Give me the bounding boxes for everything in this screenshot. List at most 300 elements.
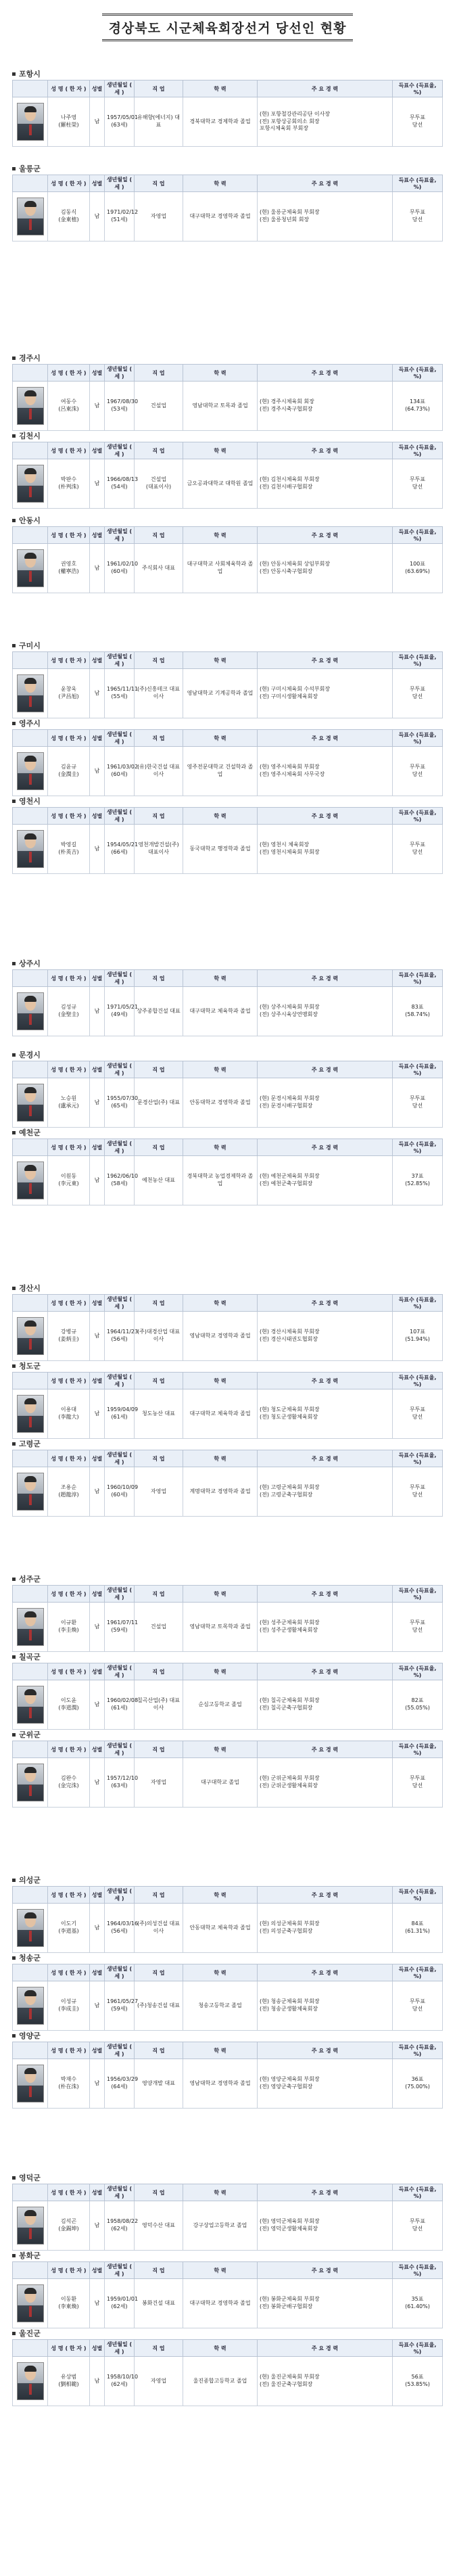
header-career: 주 요 경 력 <box>258 365 393 382</box>
header-votes: 득표수 (득표율, %) <box>393 2184 443 2201</box>
header-name: 성 명 ( 한 자 ) <box>48 2340 90 2357</box>
header-birth: 생년월일 ( 세 ) <box>105 527 135 544</box>
header-birth: 생년월일 ( 세 ) <box>105 175 135 192</box>
header-votes: 득표수 (득표율, %) <box>393 1450 443 1467</box>
header-gender: 성별 <box>90 1741 105 1758</box>
vote-count: 무투표 <box>409 842 426 848</box>
header-votes: 득표수 (득표율, %) <box>393 2340 443 2357</box>
candidate-photo <box>17 674 44 712</box>
header-gender: 성별 <box>90 2184 105 2201</box>
photo-tie <box>29 409 32 419</box>
header-edu: 학 력 <box>183 1061 258 1078</box>
header-job: 직 업 <box>135 1964 183 1981</box>
photo-hair <box>24 1912 37 1918</box>
candidate-photo <box>17 1764 44 1801</box>
birth-date: 1954/05/21 <box>107 842 139 848</box>
header-votes: 득표수 (득표율, %) <box>393 1139 443 1156</box>
header-votes: 득표수 (득표율, %) <box>393 527 443 544</box>
region-section <box>12 2029 443 2109</box>
header-birth: 생년월일 ( 세 ) <box>105 970 135 987</box>
career-cell: (현) 군위군체육회 부회장 (전) 군위군생활체육회장 <box>258 1758 393 1808</box>
vote-count: 무투표 <box>409 686 426 693</box>
vote-result: (75.00%) <box>405 2084 430 2090</box>
name-cell <box>48 1078 90 1128</box>
candidate-hanja: (金潤圭) <box>58 771 79 777</box>
table-header-row <box>13 1139 443 1156</box>
header-votes: 득표수 (득표율, %) <box>393 1964 443 1981</box>
header-photo <box>13 808 48 825</box>
photo-cell <box>13 97 48 147</box>
photo-hair <box>24 2068 37 2074</box>
page-title-text: 경상북도 시군체육회장선거 당선인 현황 <box>102 14 354 41</box>
table-header-row <box>13 730 443 747</box>
header-name: 성 명 ( 한 자 ) <box>48 970 90 987</box>
photo-hair <box>24 1767 37 1773</box>
career-cell: (현) 영양군체육회 부회장 (전) 영양군축구협회장 <box>258 2059 393 2109</box>
birth-date: 1956/03/29 <box>107 2076 139 2083</box>
header-edu: 학 력 <box>183 2184 258 2201</box>
birth-date: 1960/02/08 <box>107 1697 139 1704</box>
education-cell: 영남대학교 경영학과 졸업 <box>183 2059 258 2109</box>
header-name: 성 명 ( 한 자 ) <box>48 1061 90 1078</box>
header-birth: 생년월일 ( 세 ) <box>105 1450 135 1467</box>
table-row <box>13 1904 443 1953</box>
job-cell: 주식회사 대표 <box>135 544 183 593</box>
region-name: 고령군 <box>19 1440 41 1448</box>
candidate-photo <box>17 1317 44 1355</box>
photo-cell <box>13 1603 48 1652</box>
header-gender: 성별 <box>90 1139 105 1156</box>
region-name: 울릉군 <box>19 164 41 173</box>
header-gender: 성별 <box>90 808 105 825</box>
table-row <box>13 1758 443 1808</box>
education-cell: 경북대학교 경제학과 졸업 <box>183 97 258 147</box>
education-cell: 영남대학교 기계공학과 졸업 <box>183 669 258 718</box>
candidate-hanja: (金完洙) <box>58 1782 79 1789</box>
bullet-icon <box>12 519 16 522</box>
region-section <box>12 1049 443 1128</box>
votes-cell <box>393 1758 443 1808</box>
photo-cell <box>13 1467 48 1517</box>
birth-date: 1965/11/11 <box>107 686 139 693</box>
vote-result: 당선 <box>412 771 423 777</box>
photo-cell <box>13 1904 48 1953</box>
header-career: 주 요 경 력 <box>258 808 393 825</box>
age: (53세) <box>111 406 128 412</box>
header-gender: 성별 <box>90 2340 105 2357</box>
region-name: 청도군 <box>19 1362 41 1371</box>
gender-cell: 남 <box>90 825 105 874</box>
votes-cell <box>393 1904 443 1953</box>
education-cell: 대구대학교 사회체육학과 졸업 <box>183 544 258 593</box>
photo-tie <box>29 1494 32 1505</box>
vote-count: 82표 <box>411 1697 424 1704</box>
header-name: 성 명 ( 한 자 ) <box>48 2042 90 2059</box>
birth-cell <box>105 747 139 796</box>
gender-cell: 남 <box>90 987 105 1036</box>
header-name: 성 명 ( 한 자 ) <box>48 1373 90 1389</box>
table-header-row <box>13 1295 443 1312</box>
vote-result: (63.69%) <box>405 568 430 574</box>
header-career: 주 요 경 력 <box>258 1663 393 1680</box>
photo-hair <box>24 1990 37 1996</box>
age: (62세) <box>111 2303 128 2309</box>
name-cell <box>48 1467 90 1517</box>
birth-date: 1961/02/10 <box>107 561 139 568</box>
job-cell: 칠곡산업(주) 대표이사 <box>135 1680 183 1730</box>
votes-cell <box>393 1312 443 1361</box>
birth-date: 1959/01/01 <box>107 2296 139 2303</box>
candidate-table <box>12 1964 443 2031</box>
vote-count: 107표 <box>410 1329 425 1335</box>
photo-hair <box>24 1476 37 1482</box>
header-votes: 득표수 (득표율, %) <box>393 442 443 459</box>
candidate-photo <box>17 549 44 587</box>
career-cell: (현) 영천시 체육회장 (전) 영천시체육회 부회장 <box>258 825 393 874</box>
table-header-row <box>13 1061 443 1078</box>
table-header-row <box>13 1887 443 1904</box>
vote-count: 무투표 <box>409 1998 426 2005</box>
table-row <box>13 544 443 593</box>
header-photo <box>13 970 48 987</box>
header-edu: 학 력 <box>183 1139 258 1156</box>
candidate-hanja: (尹昌旭) <box>58 693 79 699</box>
photo-cell <box>13 2357 48 2406</box>
photo-tie <box>29 1931 32 1941</box>
vote-count: 100표 <box>410 561 425 568</box>
votes-cell <box>393 2357 443 2406</box>
job-cell: 봉화건설 대표 <box>135 2279 183 2328</box>
header-votes: 득표수 (득표율, %) <box>393 1373 443 1389</box>
region-section <box>12 1952 443 2031</box>
education-cell: 울진종합고등학교 졸업 <box>183 2357 258 2406</box>
birth-cell <box>105 2357 139 2406</box>
header-job: 직 업 <box>135 2340 183 2357</box>
header-job: 직 업 <box>135 1741 183 1758</box>
bullet-icon <box>12 1364 16 1368</box>
header-votes: 득표수 (득표율, %) <box>393 80 443 97</box>
header-birth: 생년월일 ( 세 ) <box>105 1741 135 1758</box>
photo-hair <box>24 1689 37 1695</box>
votes-cell <box>393 97 443 147</box>
vote-result: 당선 <box>412 122 423 128</box>
header-votes: 득표수 (득표율, %) <box>393 808 443 825</box>
candidate-name: 이도기 <box>60 1920 77 1927</box>
table-row <box>13 382 443 431</box>
education-cell: 영남대학교 토목과 졸업 <box>183 382 258 431</box>
header-job: 직 업 <box>135 1450 183 1467</box>
region-heading <box>12 514 443 526</box>
header-name: 성 명 ( 한 자 ) <box>48 730 90 747</box>
header-gender: 성별 <box>90 1295 105 1312</box>
age: (59세) <box>111 1627 128 1633</box>
table-row <box>13 1156 443 1205</box>
header-job: 직 업 <box>135 730 183 747</box>
table-row <box>13 1603 443 1652</box>
job-cell: 청도농산 대표 <box>135 1389 183 1439</box>
photo-tie <box>29 852 32 862</box>
candidate-name: 이용대 <box>60 1406 77 1413</box>
photo-tie <box>29 219 32 230</box>
header-photo <box>13 80 48 97</box>
candidate-name: 조용순 <box>60 1484 77 1491</box>
career-cell: (현) 청송군체육회 부회장 (전) 청송군생활체육회장 <box>258 1981 393 2031</box>
votes-cell <box>393 2059 443 2109</box>
header-edu: 학 력 <box>183 970 258 987</box>
photo-tie <box>29 1630 32 1640</box>
education-cell: 동국대학교 행정학과 졸업 <box>183 825 258 874</box>
region-section <box>12 514 443 593</box>
header-job: 직 업 <box>135 1586 183 1603</box>
bullet-icon <box>12 644 16 647</box>
header-photo <box>13 1139 48 1156</box>
birth-cell <box>105 1603 139 1652</box>
birth-date: 1961/05/27 <box>107 1998 139 2005</box>
career-cell: (현) 청도군체육회 부회장 (전) 청도군생활체육회장 <box>258 1389 393 1439</box>
age: (63세) <box>111 1782 128 1789</box>
header-gender: 성별 <box>90 1887 105 1904</box>
region-heading <box>12 162 443 175</box>
candidate-hanja: (李龍大) <box>58 1414 79 1420</box>
candidate-table <box>12 175 443 242</box>
table-header-row <box>13 1663 443 1680</box>
region-heading <box>12 1049 443 1061</box>
education-cell: 영남대학교 경영학과 졸업 <box>183 1312 258 1361</box>
header-photo <box>13 175 48 192</box>
photo-tie <box>29 696 32 707</box>
education-cell: 대구대학교 경영학과 졸업 <box>183 192 258 242</box>
career-cell: (현) 구미시체육회 수석부회장 (전) 구미시생활체육회장 <box>258 669 393 718</box>
candidate-table <box>12 2261 443 2328</box>
vote-result: 당선 <box>412 1103 423 1109</box>
header-career: 주 요 경 력 <box>258 2184 393 2201</box>
header-photo <box>13 652 48 669</box>
gender-cell: 남 <box>90 544 105 593</box>
header-gender: 성별 <box>90 1061 105 1078</box>
region-section <box>12 639 443 718</box>
header-job: 직 업 <box>135 175 183 192</box>
header-job: 직 업 <box>135 1295 183 1312</box>
name-cell <box>48 2059 90 2109</box>
header-birth: 생년월일 ( 세 ) <box>105 1373 135 1389</box>
candidate-table <box>12 80 443 147</box>
vote-result: (64.73%) <box>405 406 430 412</box>
candidate-photo <box>17 1084 44 1122</box>
birth-cell <box>105 192 139 242</box>
region-heading <box>12 1126 443 1138</box>
candidate-hanja: (呂東洙) <box>58 406 79 412</box>
header-name: 성 명 ( 한 자 ) <box>48 808 90 825</box>
photo-cell <box>13 1389 48 1439</box>
votes-cell <box>393 2279 443 2328</box>
name-cell <box>48 669 90 718</box>
region-name: 포항시 <box>19 70 41 78</box>
region-section <box>12 2171 443 2251</box>
region-name: 예천군 <box>19 1128 41 1137</box>
region-section <box>12 2249 443 2328</box>
region-name: 영양군 <box>19 2031 41 2040</box>
candidate-name: 김석곤 <box>60 2218 77 2225</box>
candidate-table <box>12 1663 443 1730</box>
candidate-name: 이원동 <box>60 1173 77 1180</box>
header-photo <box>13 2042 48 2059</box>
photo-hair <box>24 678 37 684</box>
birth-cell <box>105 1078 139 1128</box>
birth-date: 1971/02/12 <box>107 209 139 216</box>
region-name: 군위군 <box>19 1730 41 1739</box>
candidate-table <box>12 807 443 874</box>
photo-cell <box>13 1758 48 1808</box>
region-name: 안동시 <box>19 516 41 525</box>
age: (49세) <box>111 1011 128 1017</box>
candidate-hanja: (李元東) <box>58 1180 79 1187</box>
birth-cell <box>105 1981 139 2031</box>
header-gender: 성별 <box>90 80 105 97</box>
header-edu: 학 력 <box>183 175 258 192</box>
header-job: 직 업 <box>135 80 183 97</box>
header-gender: 성별 <box>90 1964 105 1981</box>
header-edu: 학 력 <box>183 1887 258 1904</box>
header-gender: 성별 <box>90 1450 105 1467</box>
candidate-table <box>12 969 443 1036</box>
candidate-photo <box>17 2284 44 2322</box>
photo-cell <box>13 1078 48 1128</box>
career-cell: (현) 울릉군체육회 부회장 (전) 울릉청년회 회장 <box>258 192 393 242</box>
header-career: 주 요 경 력 <box>258 1373 393 1389</box>
age: (58세) <box>111 1180 128 1187</box>
birth-cell <box>105 544 139 593</box>
birth-cell <box>105 382 139 431</box>
age: (56세) <box>111 1928 128 1934</box>
region-heading <box>12 352 443 364</box>
header-career: 주 요 경 력 <box>258 80 393 97</box>
header-career: 주 요 경 력 <box>258 652 393 669</box>
birth-cell <box>105 1312 139 1361</box>
vote-result: 당선 <box>412 2006 423 2012</box>
header-career: 주 요 경 력 <box>258 1964 393 1981</box>
region-heading <box>12 639 443 651</box>
photo-hair <box>24 833 37 840</box>
region-section <box>12 957 443 1036</box>
header-birth: 생년월일 ( 세 ) <box>105 1663 135 1680</box>
votes-cell <box>393 382 443 431</box>
candidate-table <box>12 526 443 593</box>
table-row <box>13 192 443 242</box>
age: (60세) <box>111 568 128 574</box>
region-heading <box>12 717 443 729</box>
table-row <box>13 1078 443 1128</box>
header-birth: 생년월일 ( 세 ) <box>105 1964 135 1981</box>
header-job: 직 업 <box>135 442 183 459</box>
job-cell: 영양개발 대표 <box>135 2059 183 2109</box>
header-gender: 성별 <box>90 652 105 669</box>
photo-hair <box>24 1087 37 1093</box>
candidate-name: 노승원 <box>60 1095 77 1102</box>
vote-result: 당선 <box>412 693 423 699</box>
header-name: 성 명 ( 한 자 ) <box>48 652 90 669</box>
header-career: 주 요 경 력 <box>258 442 393 459</box>
vote-result: (52.85%) <box>405 1180 430 1187</box>
birth-date: 1961/07/11 <box>107 1619 139 1626</box>
header-photo <box>13 1964 48 1981</box>
career-cell: (현) 성주군체육회 부회장 (전) 성주군생활체육회장 <box>258 1603 393 1652</box>
votes-cell <box>393 192 443 242</box>
region-section <box>12 162 443 242</box>
header-name: 성 명 ( 한 자 ) <box>48 442 90 459</box>
vote-count: 무투표 <box>409 1619 426 1626</box>
region-name: 영덕군 <box>19 2174 41 2182</box>
candidate-photo <box>17 1608 44 1646</box>
candidate-hanja: (李道基) <box>58 1928 79 1934</box>
header-job: 직 업 <box>135 1139 183 1156</box>
region-section <box>12 717 443 796</box>
photo-cell <box>13 747 48 796</box>
gender-cell: 남 <box>90 2279 105 2328</box>
candidate-photo <box>17 1162 44 1199</box>
age: (60세) <box>111 771 128 777</box>
header-photo <box>13 1061 48 1078</box>
job-cell: 자영업 <box>135 1758 183 1808</box>
table-header-row <box>13 808 443 825</box>
photo-cell <box>13 544 48 593</box>
header-edu: 학 력 <box>183 808 258 825</box>
region-heading <box>12 2029 443 2042</box>
header-career: 주 요 경 력 <box>258 730 393 747</box>
bullet-icon <box>12 2034 16 2038</box>
candidate-hanja: (盧承元) <box>58 1103 79 1109</box>
name-cell <box>48 2279 90 2328</box>
gender-cell: 남 <box>90 192 105 242</box>
header-photo <box>13 1373 48 1389</box>
candidate-table <box>12 1061 443 1128</box>
header-votes: 득표수 (득표율, %) <box>393 1741 443 1758</box>
table-header-row <box>13 2340 443 2357</box>
photo-hair <box>24 390 37 396</box>
region-section <box>12 1282 443 1361</box>
name-cell <box>48 1603 90 1652</box>
photo-cell <box>13 382 48 431</box>
header-job: 직 업 <box>135 527 183 544</box>
candidate-name: 윤창욱 <box>60 686 77 693</box>
region-heading <box>12 1952 443 1964</box>
table-row <box>13 2059 443 2109</box>
region-heading <box>12 795 443 807</box>
vote-count: 84표 <box>411 1920 424 1927</box>
table-row <box>13 2357 443 2406</box>
header-birth: 생년월일 ( 세 ) <box>105 2042 135 2059</box>
votes-cell <box>393 1078 443 1128</box>
bullet-icon <box>12 1655 16 1659</box>
job-cell: (주)신흥테크 대표이사 <box>135 669 183 718</box>
region-name: 칠곡군 <box>19 1653 41 1661</box>
name-cell <box>48 1904 90 1953</box>
header-name: 성 명 ( 한 자 ) <box>48 1741 90 1758</box>
photo-tie <box>29 124 32 135</box>
photo-cell <box>13 1312 48 1361</box>
career-cell: (현) 울진군체육회 부회장 (전) 울진군축구협회장 <box>258 2357 393 2406</box>
gender-cell: 남 <box>90 2201 105 2251</box>
region-heading <box>12 2249 443 2261</box>
photo-tie <box>29 2086 32 2097</box>
bullet-icon <box>12 1442 16 1446</box>
header-gender: 성별 <box>90 970 105 987</box>
region-heading <box>12 1874 443 1886</box>
candidate-hanja: (趙龍淳) <box>58 1492 79 1498</box>
header-career: 주 요 경 력 <box>258 970 393 987</box>
job-cell: 자영업 <box>135 1467 183 1517</box>
header-career: 주 요 경 력 <box>258 1295 393 1312</box>
birth-cell <box>105 1389 139 1439</box>
